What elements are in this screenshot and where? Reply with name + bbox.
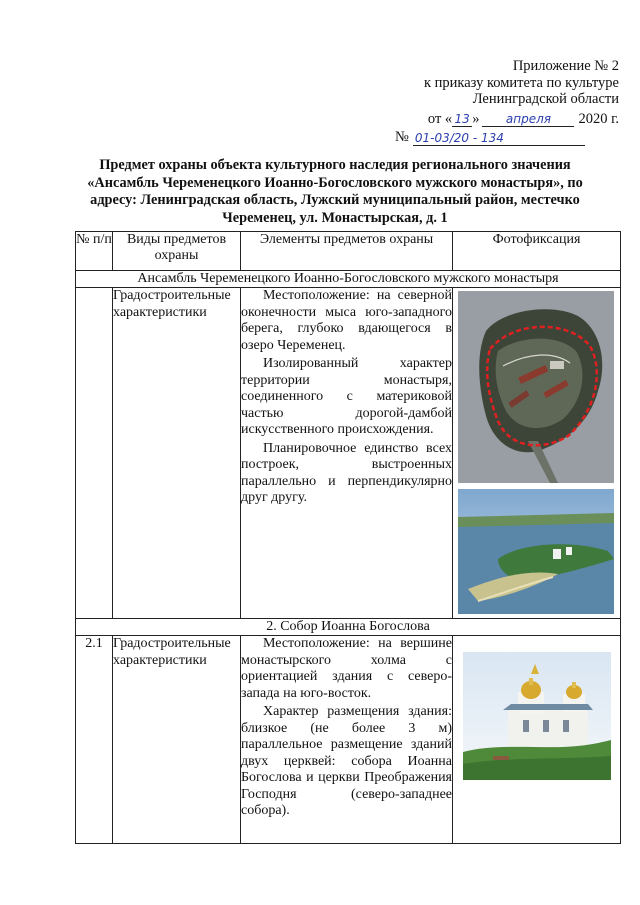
row-num: 2.1 [76,636,113,844]
number-prefix: № [395,129,409,145]
section-row [76,619,621,636]
date-prefix: от « [427,110,453,127]
element-location: Местоположение: на вершине монастырского холма с ориентацией здания с северо-запада на юго-восток. [241,636,452,701]
table-row [76,288,621,619]
element-location: Местоположение: на северной оконечности мыса юго-западного берега, глубоко вдающегося в озеро Череменец. [241,288,452,353]
appendix-header [389,58,619,146]
panorama-photo [458,489,614,614]
photo-cell [453,288,621,619]
section-ensemble: Ансамбль Череменецкого Иоанно-Богословского мужского монастыря [76,271,621,288]
row-elements [241,288,453,619]
row-num [76,288,113,619]
row-kind: Градостроительные характеристики [113,288,241,619]
header-kind: Виды предметов охраны [113,232,241,271]
document-title: Предмет охраны объекта культурного наследия регионального значения «Ансамбль Череменецкого Иоанно-Богословского мужского монастыря», по адресу: Ленинградская область, Лужский муниципальный район, местечко Череменец, ул. Монастырская, д. 1 [87,157,583,226]
table-row [76,636,621,844]
date-year: 2020 г. [578,110,619,127]
header-elements: Элементы предметов охраны [241,232,453,271]
header-num: № п/п [76,232,113,271]
appendix-number-line [389,129,619,146]
element-placement: Характер размещения здания: близкое (не более 3 м) параллельное размещение зданий двух церквей: собора Иоанна Богослова и церкви Преображения Господня (северо-западнее собора). [241,704,452,818]
date-day: 13 [452,113,472,127]
number-value: 01-03/20 - 134 [413,132,585,146]
appendix-order-line: к приказу комитета по культуре [423,74,619,91]
row-elements [241,636,453,844]
date-month: апреля [482,113,574,127]
element-isolation: Изолированный характер территории монастыря, соединенного с материковой частью дорогой-дамбой искусственного происхождения. [241,356,452,437]
element-planning: Планировочное единство всех построек, выстроенных параллельно и перпендикулярно друг другу. [241,440,452,505]
appendix-date-line [389,111,619,128]
appendix-region-line: Ленинградской области [472,91,619,107]
cathedral-photo [463,652,611,780]
row-kind: Градостроительные характеристики [113,636,241,844]
protection-table [75,231,621,844]
section-row [76,271,621,288]
header-photo: Фотофиксация [453,232,621,271]
appendix-title: Приложение № 2 [512,58,619,74]
aerial-map-photo [458,291,614,483]
table-header-row [76,232,621,271]
photo-cell [453,636,621,844]
section-cathedral: 2. Собор Иоанна Богослова [76,619,621,636]
date-mid: » [472,110,480,127]
